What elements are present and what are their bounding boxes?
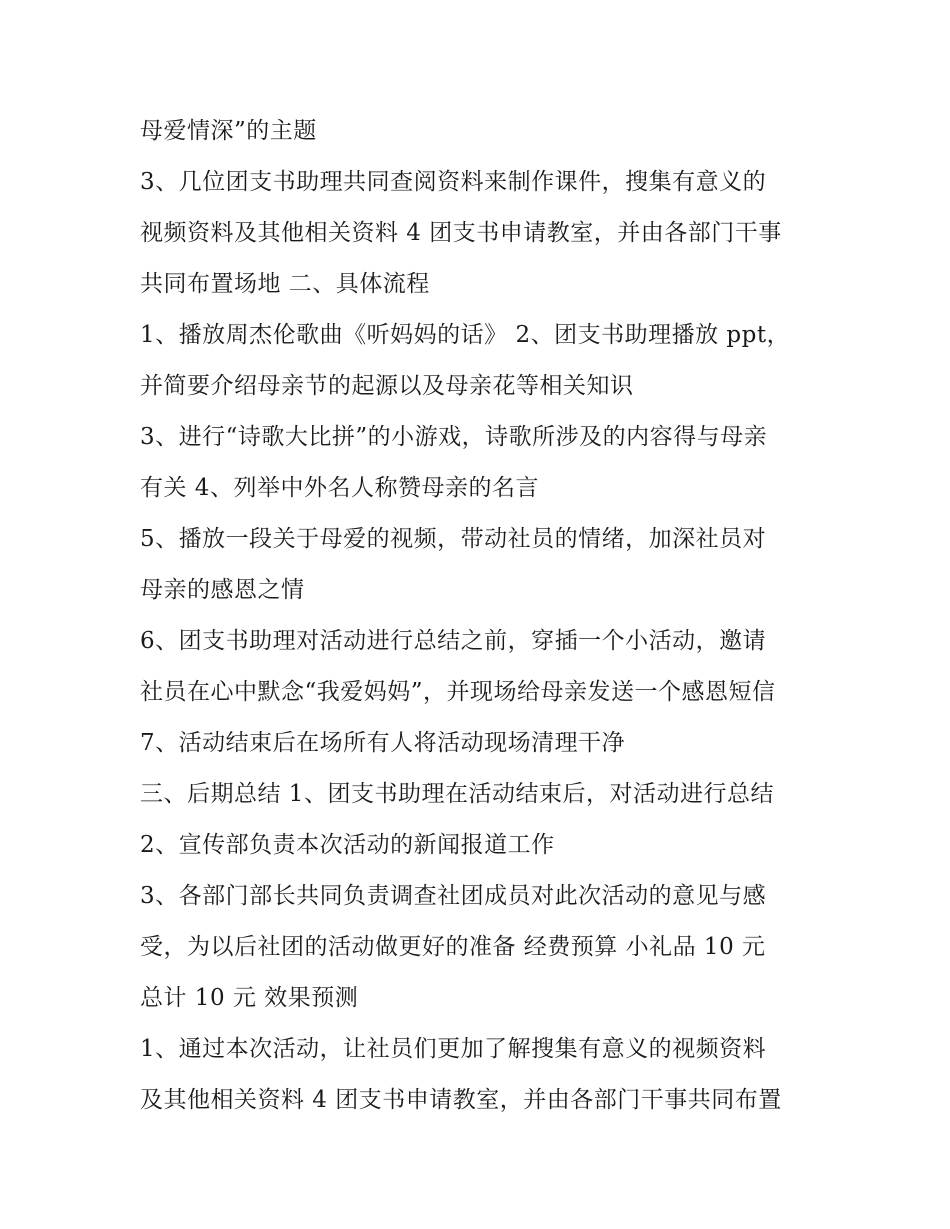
text-line: 3、进行“诗歌大比拼”的小游戏，诗歌所涉及的内容得与母亲 bbox=[140, 424, 768, 450]
document-body bbox=[140, 106, 820, 1126]
text-line: 视频资料及其他相关资料 4 团支书申请教室，并由各部门干事 bbox=[140, 220, 782, 246]
text-line: 受，为以后社团的活动做更好的准备 经费预算 小礼品 10 元 bbox=[140, 934, 766, 960]
text-line: 1、通过本次活动，让社员们更加了解搜集有意义的视频资料 bbox=[140, 1036, 767, 1062]
text-line: 总计 10 元 效果预测 bbox=[140, 985, 359, 1011]
text-line: 7、活动结束后在场所有人将活动现场清理干净 bbox=[140, 730, 626, 756]
text-line: 母亲的感恩之情 bbox=[140, 577, 305, 603]
text-line: 母爱情深”的主题 bbox=[140, 118, 317, 144]
text-line: 2、宣传部负责本次活动的新闻报道工作 bbox=[140, 832, 555, 858]
text-line: 3、几位团支书助理共同查阅资料来制作课件，搜集有意义的 bbox=[140, 169, 767, 195]
text-line: 有关 4、列举中外名人称赞母亲的名言 bbox=[140, 475, 539, 501]
text-line: 6、团支书助理对活动进行总结之前，穿插一个小活动，邀请 bbox=[140, 628, 767, 654]
text-line: 并简要介绍母亲节的起源以及母亲花等相关知识 bbox=[140, 373, 634, 399]
text-line: 及其他相关资料 4 团支书申请教室，并由各部门干事共同布置 bbox=[140, 1087, 782, 1113]
text-line: 3、各部门部长共同负责调查社团成员对此次活动的意见与感 bbox=[140, 883, 767, 909]
text-line: 5、播放一段关于母爱的视频，带动社员的情绪，加深社员对 bbox=[140, 526, 767, 552]
text-line: 社员在心中默念“我爱妈妈”，并现场给母亲发送一个感恩短信 bbox=[140, 679, 776, 705]
text-line: 共同布置场地 二、具体流程 bbox=[140, 271, 430, 297]
text-line: 三、后期总结 1、团支书助理在活动结束后，对活动进行总结 bbox=[140, 781, 774, 807]
text-line: 1、播放周杰伦歌曲《听妈妈的话》 2、团支书助理播放 ppt， bbox=[140, 322, 791, 348]
